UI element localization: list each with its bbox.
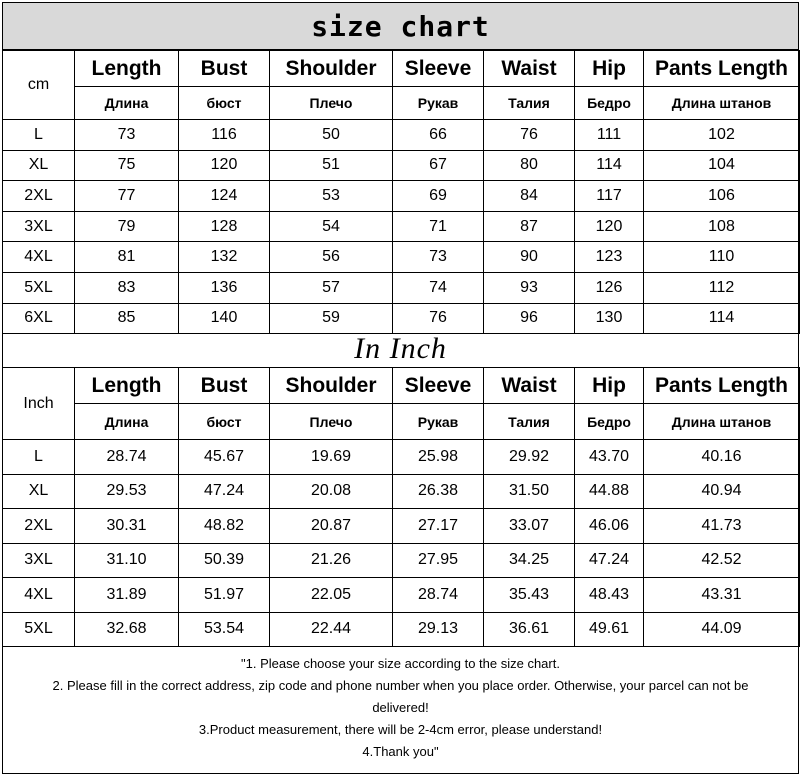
column-header-ru: бюст: [179, 87, 270, 120]
column-header: Waist: [484, 51, 575, 87]
column-header: Shoulder: [270, 368, 393, 404]
table-cell: 77: [75, 181, 179, 212]
column-header: Shoulder: [270, 51, 393, 87]
table-cell: 36.61: [484, 612, 575, 647]
column-header: Pants Length: [644, 368, 800, 404]
table-cell: 41.73: [644, 509, 800, 544]
note-line: 2. Please fill in the correct address, zip code and phone number when you place order. Otherwise, your parcel can not be delivered!: [52, 678, 749, 715]
column-header-ru: Талия: [484, 87, 575, 120]
table-cell: 114: [644, 303, 800, 334]
inch-size-table: [2, 367, 800, 647]
table-row: [3, 474, 800, 509]
table-cell: 69: [393, 181, 484, 212]
column-header-ru: Бедро: [575, 87, 644, 120]
table-cell: 84: [484, 181, 575, 212]
table-cell: 120: [179, 150, 270, 181]
size-label: 4XL: [3, 242, 75, 273]
table-cell: 45.67: [179, 440, 270, 475]
size-label: 3XL: [3, 211, 75, 242]
table-cell: 47.24: [179, 474, 270, 509]
table-cell: 104: [644, 150, 800, 181]
table-cell: 30.31: [75, 509, 179, 544]
table-row: [3, 211, 800, 242]
table-cell: 48.82: [179, 509, 270, 544]
table-cell: 67: [393, 150, 484, 181]
table-cell: 83: [75, 272, 179, 303]
table-cell: 31.50: [484, 474, 575, 509]
table-cell: 74: [393, 272, 484, 303]
table-cell: 28.74: [75, 440, 179, 475]
column-header: Length: [75, 51, 179, 87]
column-header-ru: Длина штанов: [644, 404, 800, 440]
unit-label: cm: [3, 51, 75, 120]
table-cell: 79: [75, 211, 179, 242]
size-label: XL: [3, 474, 75, 509]
table-cell: 50.39: [179, 543, 270, 578]
table-cell: 80: [484, 150, 575, 181]
table-cell: 59: [270, 303, 393, 334]
column-header: Bust: [179, 368, 270, 404]
table-cell: 96: [484, 303, 575, 334]
table-cell: 48.43: [575, 578, 644, 613]
table-cell: 102: [644, 120, 800, 151]
table-row: [3, 272, 800, 303]
table-cell: 44.88: [575, 474, 644, 509]
header-row-ru: [3, 87, 800, 120]
notes-section: [2, 647, 799, 774]
column-header: Pants Length: [644, 51, 800, 87]
table-cell: 33.07: [484, 509, 575, 544]
table-cell: 53: [270, 181, 393, 212]
size-label: 6XL: [3, 303, 75, 334]
table-cell: 51: [270, 150, 393, 181]
column-header-ru: Рукав: [393, 87, 484, 120]
cm-size-table: [2, 50, 800, 334]
table-cell: 117: [575, 181, 644, 212]
table-cell: 25.98: [393, 440, 484, 475]
table-cell: 85: [75, 303, 179, 334]
table-cell: 112: [644, 272, 800, 303]
column-header-ru: Талия: [484, 404, 575, 440]
table-cell: 66: [393, 120, 484, 151]
table-cell: 73: [393, 242, 484, 273]
note-line: "1. Please choose your size according to the size chart.: [241, 656, 560, 671]
column-header-ru: Плечо: [270, 404, 393, 440]
table-row: [3, 509, 800, 544]
column-header-ru: Длина: [75, 87, 179, 120]
chart-title: size chart: [2, 2, 799, 50]
table-row: [3, 612, 800, 647]
table-cell: 27.17: [393, 509, 484, 544]
table-cell: 76: [393, 303, 484, 334]
table-cell: 71: [393, 211, 484, 242]
table-cell: 26.38: [393, 474, 484, 509]
table-row: [3, 150, 800, 181]
size-label: 2XL: [3, 509, 75, 544]
column-header-ru: Рукав: [393, 404, 484, 440]
table-cell: 47.24: [575, 543, 644, 578]
table-cell: 32.68: [75, 612, 179, 647]
table-cell: 46.06: [575, 509, 644, 544]
table-cell: 75: [75, 150, 179, 181]
column-header: Waist: [484, 368, 575, 404]
table-cell: 42.52: [644, 543, 800, 578]
table-cell: 132: [179, 242, 270, 273]
table-row: [3, 578, 800, 613]
table-cell: 43.70: [575, 440, 644, 475]
column-header: Sleeve: [393, 51, 484, 87]
header-row-en: [3, 51, 800, 87]
table-cell: 126: [575, 272, 644, 303]
size-label: 5XL: [3, 612, 75, 647]
table-cell: 140: [179, 303, 270, 334]
column-header-ru: Длина штанов: [644, 87, 800, 120]
table-cell: 111: [575, 120, 644, 151]
header-row-en: [3, 368, 800, 404]
size-label: L: [3, 120, 75, 151]
table-cell: 54: [270, 211, 393, 242]
table-cell: 108: [644, 211, 800, 242]
table-cell: 29.92: [484, 440, 575, 475]
table-row: [3, 120, 800, 151]
table-cell: 106: [644, 181, 800, 212]
inch-section-title: In Inch: [2, 330, 799, 367]
table-cell: 43.31: [644, 578, 800, 613]
table-cell: 28.74: [393, 578, 484, 613]
note-line: 4.Thank you": [362, 744, 439, 759]
table-cell: 44.09: [644, 612, 800, 647]
table-cell: 31.10: [75, 543, 179, 578]
table-cell: 29.53: [75, 474, 179, 509]
table-cell: 81: [75, 242, 179, 273]
table-cell: 128: [179, 211, 270, 242]
table-cell: 20.87: [270, 509, 393, 544]
table-cell: 53.54: [179, 612, 270, 647]
table-row: [3, 242, 800, 273]
table-cell: 40.16: [644, 440, 800, 475]
table-cell: 90: [484, 242, 575, 273]
note-line: 3.Product measurement, there will be 2-4cm error, please understand!: [198, 722, 603, 737]
column-header-ru: Бедро: [575, 404, 644, 440]
table-cell: 40.94: [644, 474, 800, 509]
table-cell: 93: [484, 272, 575, 303]
table-cell: 22.44: [270, 612, 393, 647]
column-header: Sleeve: [393, 368, 484, 404]
size-label: XL: [3, 150, 75, 181]
table-cell: 124: [179, 181, 270, 212]
header-row-ru: [3, 404, 800, 440]
column-header-ru: Длина: [75, 404, 179, 440]
table-cell: 19.69: [270, 440, 393, 475]
table-cell: 120: [575, 211, 644, 242]
table-cell: 35.43: [484, 578, 575, 613]
table-cell: 57: [270, 272, 393, 303]
column-header: Hip: [575, 368, 644, 404]
table-cell: 87: [484, 211, 575, 242]
table-cell: 22.05: [270, 578, 393, 613]
table-row: [3, 440, 800, 475]
table-cell: 73: [75, 120, 179, 151]
table-cell: 136: [179, 272, 270, 303]
column-header-ru: бюст: [179, 404, 270, 440]
table-cell: 130: [575, 303, 644, 334]
table-cell: 110: [644, 242, 800, 273]
size-label: 4XL: [3, 578, 75, 613]
column-header-ru: Плечо: [270, 87, 393, 120]
table-cell: 76: [484, 120, 575, 151]
unit-label: Inch: [3, 368, 75, 440]
table-cell: 20.08: [270, 474, 393, 509]
table-cell: 116: [179, 120, 270, 151]
table-cell: 21.26: [270, 543, 393, 578]
table-cell: 50: [270, 120, 393, 151]
table-cell: 56: [270, 242, 393, 273]
column-header: Hip: [575, 51, 644, 87]
table-cell: 27.95: [393, 543, 484, 578]
size-label: 2XL: [3, 181, 75, 212]
column-header: Length: [75, 368, 179, 404]
table-row: [3, 181, 800, 212]
table-cell: 114: [575, 150, 644, 181]
table-cell: 29.13: [393, 612, 484, 647]
table-cell: 34.25: [484, 543, 575, 578]
table-cell: 51.97: [179, 578, 270, 613]
table-cell: 49.61: [575, 612, 644, 647]
table-cell: 31.89: [75, 578, 179, 613]
table-cell: 123: [575, 242, 644, 273]
column-header: Bust: [179, 51, 270, 87]
table-row: [3, 543, 800, 578]
size-label: 3XL: [3, 543, 75, 578]
size-label: L: [3, 440, 75, 475]
size-label: 5XL: [3, 272, 75, 303]
